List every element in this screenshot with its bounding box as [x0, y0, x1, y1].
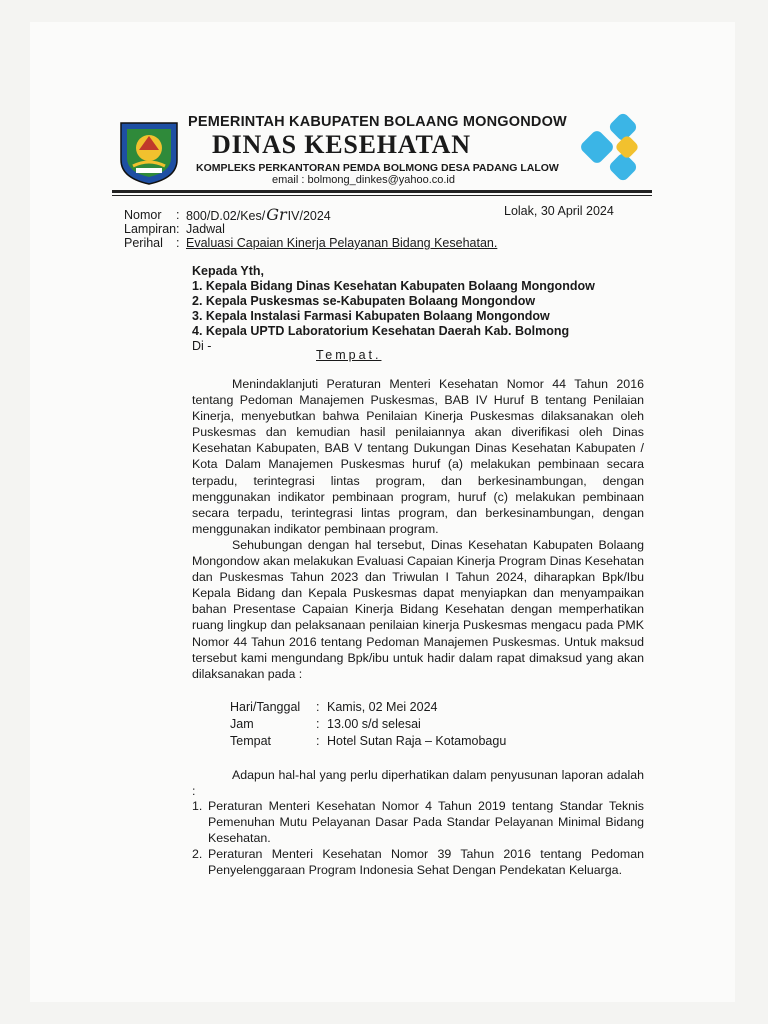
lampiran-value: Jadwal: [186, 222, 225, 236]
colon: :: [316, 700, 320, 714]
paragraph-text: Adapun hal-hal yang perlu diperhatikan dalam penyusunan laporan adalah :: [192, 768, 644, 799]
body-paragraph-2: [192, 537, 644, 682]
nomor-label: Nomor: [124, 208, 162, 222]
government-name: PEMERINTAH KABUPATEN BOLAANG MONGONDOW: [188, 114, 567, 130]
recipient-item: 2. Kepala Puskesmas se-Kabupaten Bolaang Mongondow: [192, 294, 536, 308]
body-paragraph-3: [192, 767, 644, 799]
recipient-item: 4. Kepala UPTD Laboratorium Kesehatan Daerah Kab. Bolmong: [192, 324, 570, 338]
letterhead-rule: [112, 190, 652, 193]
lampiran-label: Lampiran: [124, 222, 177, 236]
recipient-item: 1. Kepala Bidang Dinas Kesehatan Kabupaten Bolaang Mongondow: [192, 279, 595, 293]
recipient-item: 3. Kepala Instalasi Farmasi Kabupaten Bolaang Mongondow: [192, 309, 550, 323]
list-text: Peraturan Menteri Kesehatan Nomor 39 Tahun 2016 tentang Pedoman Penyelenggaraan Program Indonesia Sehat Dengan Pendekatan Keluarga.: [208, 847, 644, 878]
nomor-prefix: 800/D.02/Kes/: [186, 209, 266, 223]
department-name: DINAS KESEHATAN: [212, 130, 471, 159]
regency-emblem-icon: [118, 120, 180, 186]
colon: :: [176, 236, 180, 250]
notes-list: [192, 798, 644, 878]
list-item: [192, 846, 644, 878]
list-item: [192, 798, 644, 846]
recipient-tempat: Tempat.: [316, 348, 382, 362]
list-number: 2.: [192, 847, 203, 862]
body-paragraph-1: [192, 376, 644, 537]
list-text: Peraturan Menteri Kesehatan Nomor 4 Tahun 2019 tentang Standar Teknis Pemenuhan Mutu Pelayanan Dasar Pada Standar Pelayanan Minimal Bidang Kesehatan.: [208, 799, 644, 846]
colon: :: [176, 222, 180, 236]
perihal-value: Evaluasi Capaian Kinerja Pelayanan Bidang Kesehatan.: [186, 236, 498, 250]
schedule-value: 13.00 s/d selesai: [327, 717, 421, 731]
office-email: email : bolmong_dinkes@yahoo.co.id: [272, 174, 455, 186]
paragraph-text: Sehubungan dengan hal tersebut, Dinas Kesehatan Kabupaten Bolaang Mongondow akan melakukan Evaluasi Capaian Kinerja Program Dinas Kesehatan dan Puskesmas Tahun 2023 dan Triwulan I Tahun 2024, diharapkan Bpk/Ibu Kepala Bidang dan Kepala Puskesmas dapat menyiapkan dan menyampaikan bahan Presentase Capaian Kinerja Bidang Kesehatan dengan memperhatikan ruang lingkup dan pelaksanaan penilaian kinerja Puskesmas mengacu pada PMK Nomor 44 Tahun 2016 tentang Pedoman Manajemen Puskesmas. Untuk maksud tersebut kami mengundang Bpk/ibu untuk hadir dalam rapat dimaksud yang akan dilaksanakan pada :: [192, 538, 644, 681]
colon: :: [176, 208, 180, 222]
colon: :: [316, 717, 320, 731]
perihal-label: Perihal: [124, 236, 163, 250]
schedule-label: Tempat: [230, 734, 271, 748]
place-date: Lolak, 30 April 2024: [504, 204, 614, 218]
office-address: KOMPLEKS PERKANTORAN PEMDA BOLMONG DESA PADANG LALOW: [196, 162, 559, 174]
health-logo-icon: [578, 112, 648, 182]
greeting: Kepada Yth,: [192, 264, 265, 278]
schedule-value: Kamis, 02 Mei 2024: [327, 700, 438, 714]
nomor-suffix: IV/2024: [287, 209, 331, 223]
nomor-handwritten: Gr: [266, 205, 287, 224]
schedule-value: Hotel Sutan Raja – Kotamobagu: [327, 734, 507, 748]
recipient-di: Di -: [192, 339, 212, 353]
colon: :: [316, 734, 320, 748]
schedule-label: Jam: [230, 717, 254, 731]
paragraph-text: Menindaklanjuti Peraturan Menteri Kesehatan Nomor 44 Tahun 2016 tentang Pedoman Manajemen Puskesmas, BAB IV Huruf B tentang Penilaian Kinerja, menyebutkan bahwa Penilaian Kinerja Puskesmas dilaksanakan oleh Puskesmas dan kemudian hasil penilaiannya akan diverifikasi oleh Dinas Kesehatan Kabupaten, BAB V tentang Dukungan Dinas Kesehatan Kabupaten / Kota Dalam Manajemen Puskesmas huruf (a) melakukan pembinaan secara terpadu, terintegrasi lintas program, dan berkesinambungan, dengan menggunakan indikator pembinaan program, huruf (c) melakukan pembinaan secara terpadu, terintegrasi lintas program, dan berkesinambungan, dengan menggunakan indikator pembinaan program.: [192, 377, 644, 536]
letterhead-rule-thin: [112, 195, 652, 196]
list-number: 1.: [192, 799, 203, 813]
schedule-label: Hari/Tanggal: [230, 700, 301, 714]
